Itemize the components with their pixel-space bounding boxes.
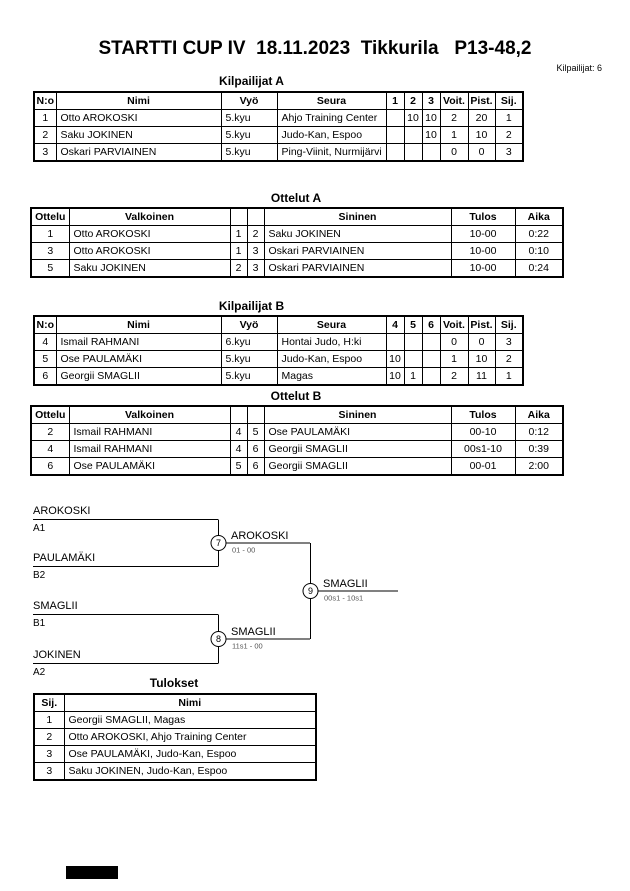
- table-row: [31, 260, 563, 278]
- table-row: [34, 368, 523, 386]
- bracket-winner-name: SMAGLII: [323, 578, 368, 590]
- cell: 2: [495, 127, 523, 144]
- cell: 0:24: [515, 260, 563, 278]
- col-header: 6: [422, 316, 440, 334]
- cell: 5.kyu: [221, 368, 277, 386]
- col-header: Sininen: [264, 208, 451, 226]
- cell: 3: [495, 334, 523, 351]
- cell: 00-10: [451, 424, 515, 441]
- col-header: 2: [404, 92, 422, 110]
- cell: Saku JOKINEN: [264, 226, 451, 243]
- cell: Otto AROKOSKI: [56, 110, 221, 127]
- cell: 2:00: [515, 458, 563, 476]
- col-header: [247, 406, 264, 424]
- cell: 1: [495, 368, 523, 386]
- pool-b-table: [33, 315, 524, 386]
- cell: 0: [468, 334, 495, 351]
- col-header: Nimi: [56, 92, 221, 110]
- table-row: [34, 144, 523, 162]
- cell: 1: [440, 127, 468, 144]
- cell: Ose PAULAMÄKI: [264, 424, 451, 441]
- col-header: [230, 406, 247, 424]
- cell: 4: [34, 334, 56, 351]
- cell: 10-00: [451, 243, 515, 260]
- cell: 1: [31, 226, 69, 243]
- bracket-entry-seed: A2: [33, 667, 46, 678]
- cell: Saku JOKINEN: [56, 127, 221, 144]
- pool-a-heading: Kilpailijat A: [219, 74, 284, 88]
- bracket-entry-name: PAULAMÄKI: [33, 552, 96, 564]
- table-row: [31, 226, 563, 243]
- cell: 0: [468, 144, 495, 162]
- cell: [404, 127, 422, 144]
- col-header: Pist.: [468, 316, 495, 334]
- table-row: [31, 441, 563, 458]
- cell: [404, 351, 422, 368]
- col-header: Sij.: [495, 92, 523, 110]
- cell: [386, 334, 404, 351]
- col-header: Aika: [515, 208, 563, 226]
- table-row: [34, 110, 523, 127]
- cell: Georgii SMAGLII: [264, 441, 451, 458]
- cell: Oskari PARVIAINEN: [264, 243, 451, 260]
- matches-b-table: [30, 405, 564, 476]
- pool-a-table: [33, 91, 524, 162]
- cell: [422, 144, 440, 162]
- col-header: Aika: [515, 406, 563, 424]
- col-header: Nimi: [56, 316, 221, 334]
- cell: 1: [230, 226, 247, 243]
- cell: Oskari PARVIAINEN: [56, 144, 221, 162]
- cell: Otto AROKOSKI: [69, 226, 230, 243]
- cell: 6: [247, 441, 264, 458]
- cell: 2: [230, 260, 247, 278]
- cell: 4: [230, 424, 247, 441]
- col-header: Vyö: [221, 316, 277, 334]
- cell: Georgii SMAGLII, Magas: [64, 712, 316, 729]
- bracket-entry-seed: B1: [33, 618, 46, 629]
- col-header: 3: [422, 92, 440, 110]
- matches-a-heading: Ottelut A: [270, 191, 322, 205]
- col-header: Tulos: [451, 406, 515, 424]
- cell: 2: [31, 424, 69, 441]
- cell: 2: [247, 226, 264, 243]
- cell: Ose PAULAMÄKI, Judo-Kan, Espoo: [64, 746, 316, 763]
- cell: 5.kyu: [221, 127, 277, 144]
- cell: 0:39: [515, 441, 563, 458]
- cell: 10: [468, 127, 495, 144]
- col-header: Sij.: [34, 694, 64, 712]
- cell: 0:22: [515, 226, 563, 243]
- col-header: Seura: [277, 92, 386, 110]
- cell: 5: [34, 351, 56, 368]
- cell: Ose PAULAMÄKI: [69, 458, 230, 476]
- header-row: [31, 406, 563, 424]
- col-header: N:o: [34, 316, 56, 334]
- cell: 10: [386, 368, 404, 386]
- col-header: Tulos: [451, 208, 515, 226]
- cell: 6: [34, 368, 56, 386]
- cell: [404, 334, 422, 351]
- cell: 0: [440, 334, 468, 351]
- cell: [386, 110, 404, 127]
- elimination-bracket: [0, 500, 630, 690]
- cell: Georgii SMAGLII: [56, 368, 221, 386]
- header-row: [34, 316, 523, 334]
- cell: 1: [440, 351, 468, 368]
- cell: 5.kyu: [221, 144, 277, 162]
- table-row: [34, 729, 316, 746]
- col-header: Ottelu: [31, 208, 69, 226]
- header-row: [34, 694, 316, 712]
- cell: 0:12: [515, 424, 563, 441]
- footer-mark: [66, 866, 118, 879]
- cell: 3: [34, 763, 64, 781]
- matches-a-table: [30, 207, 564, 278]
- table-row: [34, 746, 316, 763]
- col-header: Voit.: [440, 92, 468, 110]
- col-header: 5: [404, 316, 422, 334]
- bracket-entry-name: AROKOSKI: [33, 505, 91, 517]
- cell: 11: [468, 368, 495, 386]
- cell: 10: [386, 351, 404, 368]
- cell: 5.kyu: [221, 110, 277, 127]
- cell: [422, 334, 440, 351]
- table-row: [34, 712, 316, 729]
- bracket-entry-seed: B2: [33, 570, 46, 581]
- match-node-number: 7: [215, 538, 222, 548]
- match-node-number: 8: [215, 634, 222, 644]
- cell: 0:10: [515, 243, 563, 260]
- cell: 3: [34, 144, 56, 162]
- table-row: [34, 127, 523, 144]
- cell: 0: [440, 144, 468, 162]
- cell: Oskari PARVIAINEN: [264, 260, 451, 278]
- table-row: [34, 334, 523, 351]
- cell: Otto AROKOSKI, Ahjo Training Center: [64, 729, 316, 746]
- cell: 1: [230, 243, 247, 260]
- cell: 3: [247, 260, 264, 278]
- cell: 10: [422, 110, 440, 127]
- cell: 5: [247, 424, 264, 441]
- results-heading: Tulokset: [149, 676, 199, 690]
- cell: Hontai Judo, H:ki: [277, 334, 386, 351]
- bracket-entry-seed: A1: [33, 523, 46, 534]
- match-node-number: 9: [307, 586, 314, 596]
- cell: 4: [230, 441, 247, 458]
- table-row: [34, 351, 523, 368]
- cell: 10: [404, 110, 422, 127]
- cell: 6: [247, 458, 264, 476]
- col-header: [247, 208, 264, 226]
- cell: [386, 127, 404, 144]
- cell: Judo-Kan, Espoo: [277, 127, 386, 144]
- cell: 3: [31, 243, 69, 260]
- table-row: [34, 763, 316, 781]
- bracket-entry-name: SMAGLII: [33, 600, 78, 612]
- cell: [386, 144, 404, 162]
- cell: 4: [31, 441, 69, 458]
- cell: 20: [468, 110, 495, 127]
- bracket-match-score: 00s1 - 10s1: [324, 593, 364, 603]
- cell: 1: [34, 110, 56, 127]
- bracket-match-score: 11s1 - 00: [232, 641, 263, 651]
- cell: Ose PAULAMÄKI: [56, 351, 221, 368]
- header-row: [34, 92, 523, 110]
- cell: 5: [31, 260, 69, 278]
- cell: 10-00: [451, 260, 515, 278]
- col-header: Sininen: [264, 406, 451, 424]
- col-header: Pist.: [468, 92, 495, 110]
- cell: 10: [422, 127, 440, 144]
- cell: 5.kyu: [221, 351, 277, 368]
- col-header: Voit.: [440, 316, 468, 334]
- cell: 00s1-10: [451, 441, 515, 458]
- col-header: Valkoinen: [69, 208, 230, 226]
- pool-b-heading: Kilpailijat B: [218, 299, 285, 313]
- cell: Saku JOKINEN: [69, 260, 230, 278]
- cell: Georgii SMAGLII: [264, 458, 451, 476]
- cell: Saku JOKINEN, Judo-Kan, Espoo: [64, 763, 316, 781]
- col-header: Ottelu: [31, 406, 69, 424]
- cell: [422, 368, 440, 386]
- col-header: 4: [386, 316, 404, 334]
- cell: Ismail RAHMANI: [69, 424, 230, 441]
- cell: 10-00: [451, 226, 515, 243]
- bracket-winner-name: AROKOSKI: [231, 530, 289, 542]
- cell: 1: [34, 712, 64, 729]
- matches-b-heading: Ottelut B: [270, 389, 322, 403]
- cell: 2: [34, 127, 56, 144]
- cell: [422, 351, 440, 368]
- table-row: [31, 424, 563, 441]
- col-header: Valkoinen: [69, 406, 230, 424]
- col-header: Sij.: [495, 316, 523, 334]
- header-row: [31, 208, 563, 226]
- cell: Judo-Kan, Espoo: [277, 351, 386, 368]
- cell: 2: [440, 368, 468, 386]
- cell: 3: [495, 144, 523, 162]
- cell: 3: [247, 243, 264, 260]
- bracket-entry-name: JOKINEN: [33, 649, 81, 661]
- cell: Ahjo Training Center: [277, 110, 386, 127]
- cell: 1: [404, 368, 422, 386]
- cell: 2: [495, 351, 523, 368]
- cell: 00-01: [451, 458, 515, 476]
- cell: Ismail RAHMANI: [69, 441, 230, 458]
- bracket-match-score: 01 - 00: [232, 545, 256, 555]
- col-header: 1: [386, 92, 404, 110]
- competitors-count: Kilpailijat: 6: [556, 63, 602, 73]
- cell: Otto AROKOSKI: [69, 243, 230, 260]
- col-header: Seura: [277, 316, 386, 334]
- col-header: Nimi: [64, 694, 316, 712]
- cell: [404, 144, 422, 162]
- cell: 1: [495, 110, 523, 127]
- cell: 10: [468, 351, 495, 368]
- table-row: [31, 458, 563, 476]
- col-header: N:o: [34, 92, 56, 110]
- col-header: [230, 208, 247, 226]
- bracket-winner-name: SMAGLII: [231, 626, 276, 638]
- table-row: [31, 243, 563, 260]
- cell: Ismail RAHMANI: [56, 334, 221, 351]
- col-header: Vyö: [221, 92, 277, 110]
- cell: Magas: [277, 368, 386, 386]
- page-title: STARTTI CUP IV 18.11.2023 Tikkurila P13-48,2: [98, 38, 532, 59]
- cell: 6.kyu: [221, 334, 277, 351]
- cell: 2: [34, 729, 64, 746]
- cell: 6: [31, 458, 69, 476]
- cell: 3: [34, 746, 64, 763]
- results-table: [33, 693, 317, 781]
- cell: 5: [230, 458, 247, 476]
- cell: 2: [440, 110, 468, 127]
- cell: Ping-Viinit, Nurmijärvi: [277, 144, 386, 162]
